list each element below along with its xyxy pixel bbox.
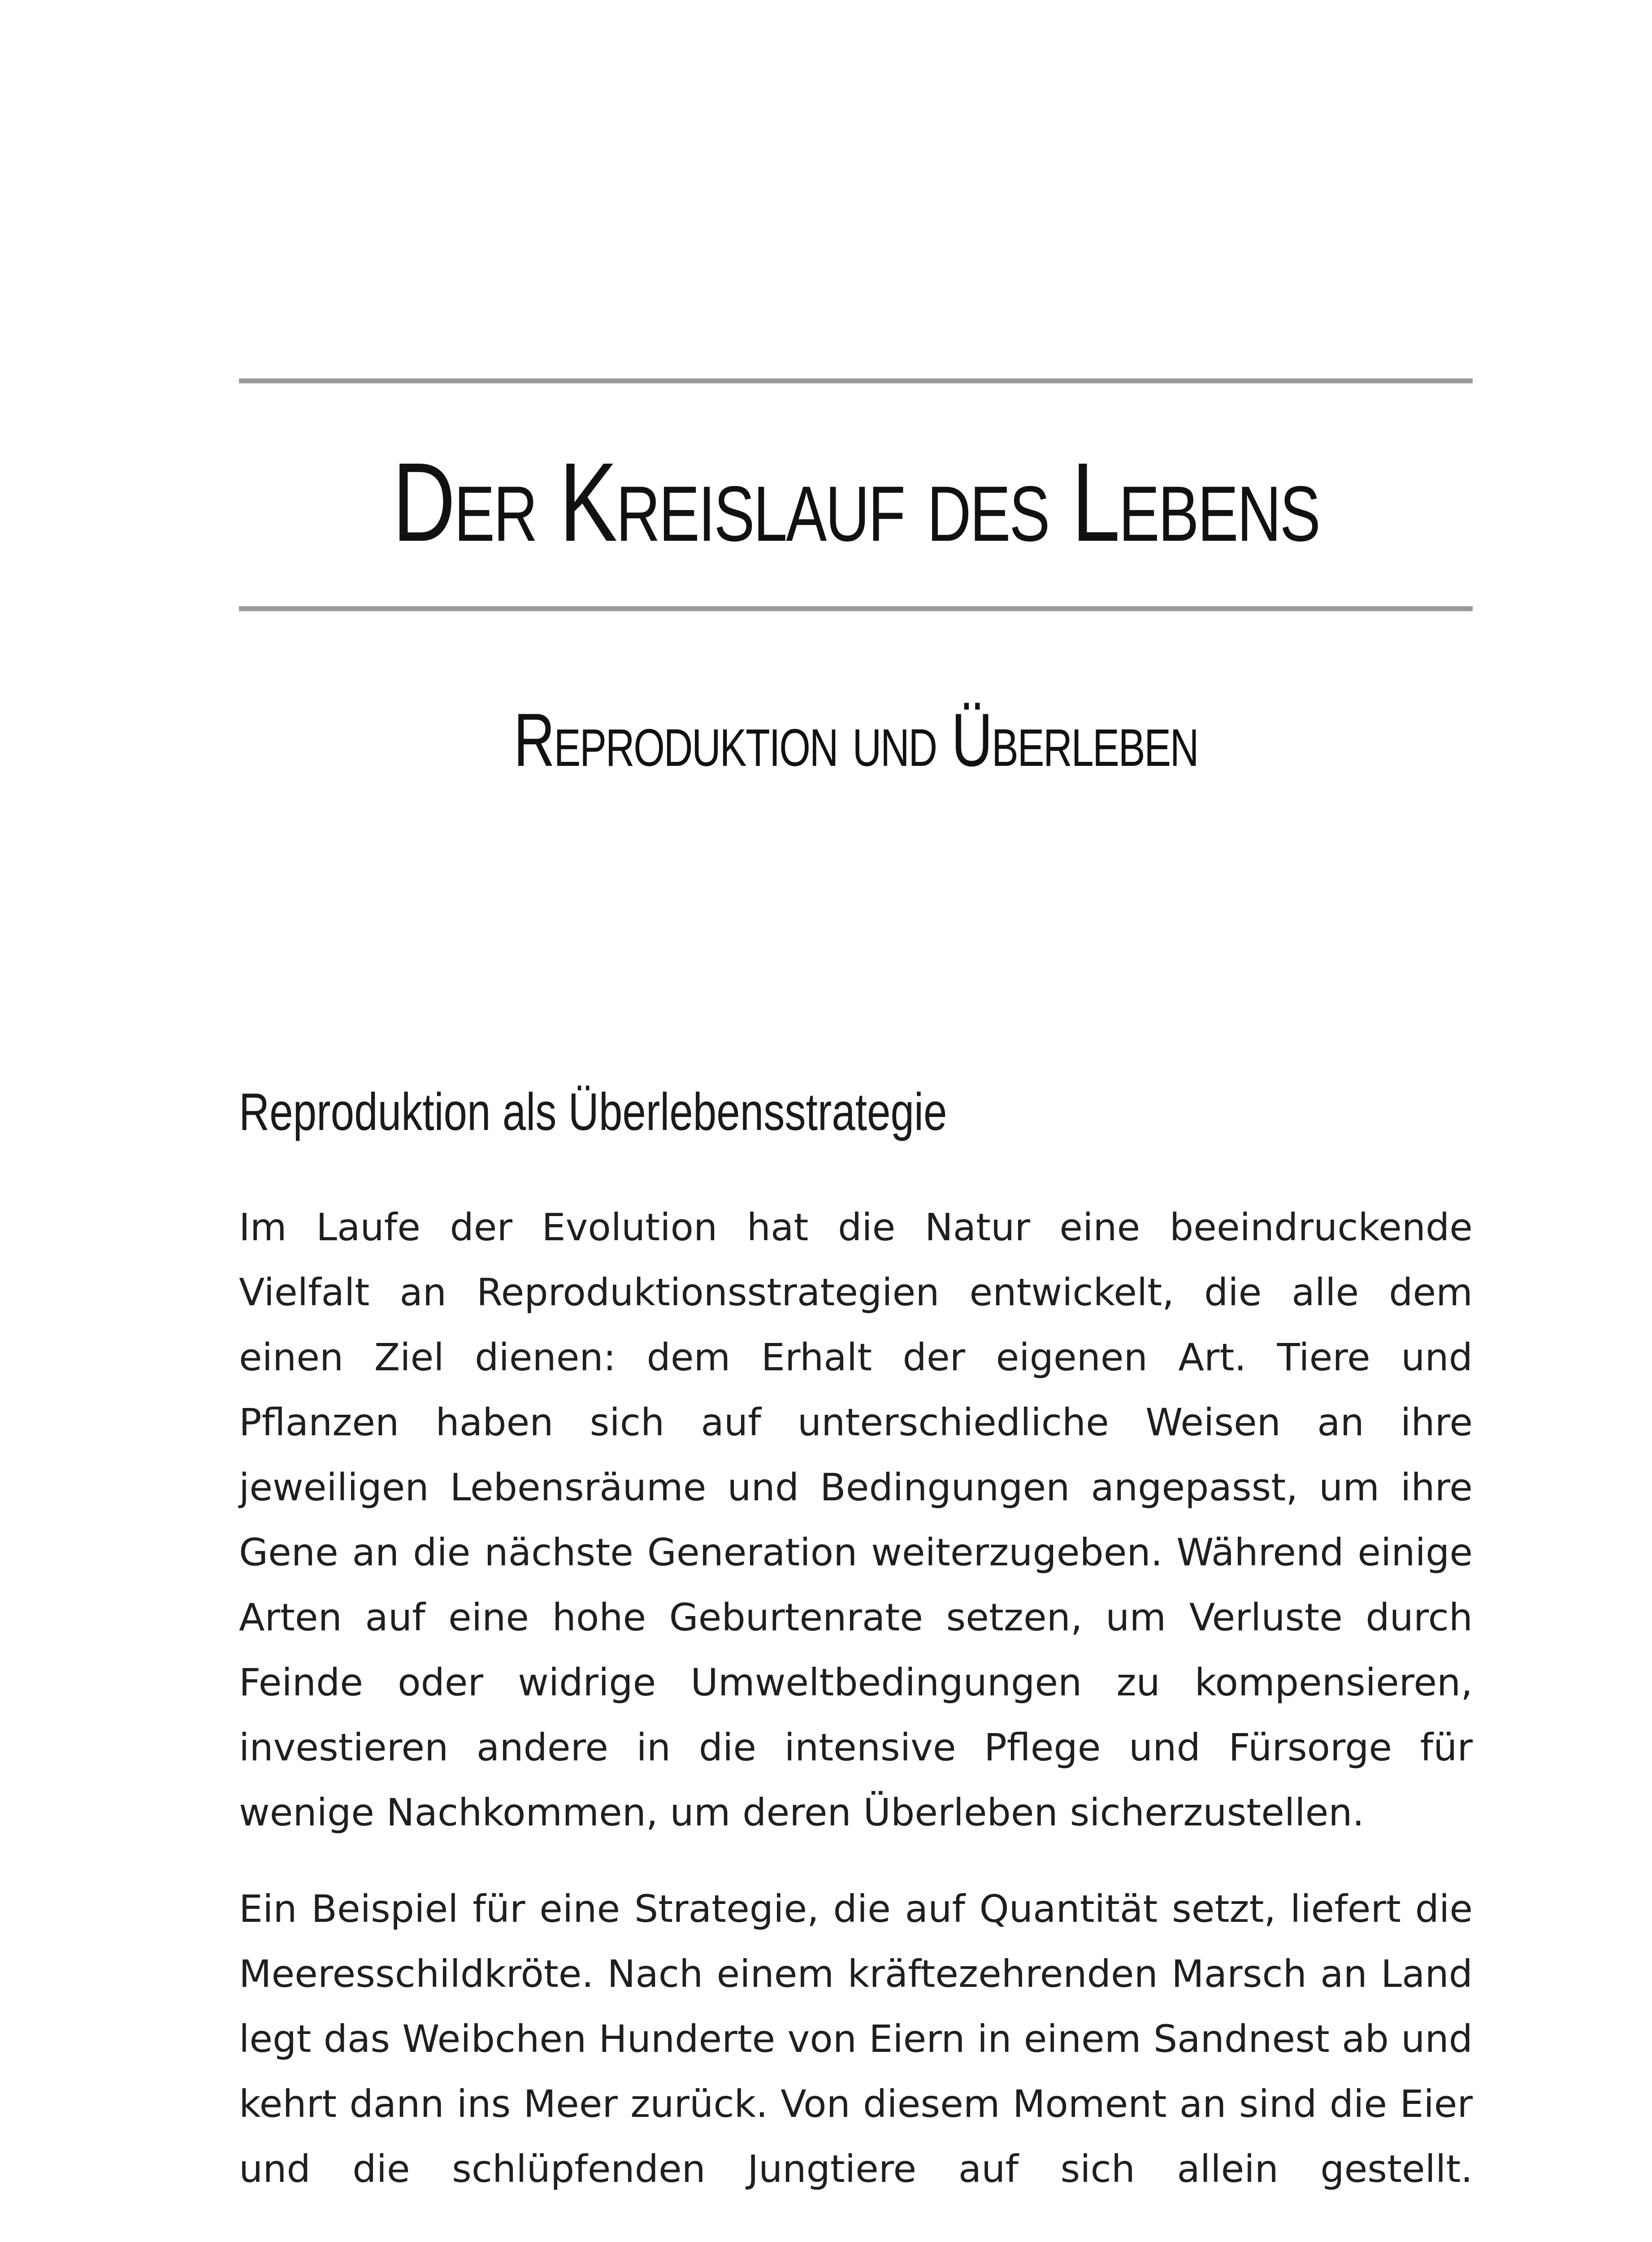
section-heading: Reproduktion als Überlebensstrategie bbox=[239, 1082, 947, 1142]
chapter-subtitle: Reproduktion und Überleben bbox=[513, 698, 1198, 782]
body-paragraph: Ein Beispiel für eine Strategie, die auf Quantität setzt, liefert die Meeresschildkröte. Nach einem kräftezehrenden Marsch an Land legt das Weibchen Hunderte von Eiern in einem Sandnest ab und kehrt dann ins Meer zurück. Von diesem Moment an sind die Eier und die schlüpfenden Jungtiere auf sich allein gestellt. bbox=[239, 1887, 1473, 2191]
body-paragraph: Im Laufe der Evolution hat die Natur eine beeindruckende Vielfalt an Reproduktionsstrategien entwickelt, die alle dem einen Ziel dienen: dem Erhalt der eigenen Art. Tiere und Pflanzen haben sich auf unterschiedliche Weisen an ihre jeweiligen Lebensräume und Bedingungen angepasst, um ihre Gene an die nächste Generation weiterzugeben. Während einige Arten auf eine hohe Geburtenrate setzen, um Verluste durch Feinde oder widrige Umweltbedingungen zu kompensieren, investieren andere in die intensive Pflege und Fürsorge für wenige Nachkommen, um deren Überleben sicherzustellen. bbox=[239, 1205, 1473, 1834]
chapter-rule-bottom bbox=[239, 606, 1473, 611]
chapter-rule-top bbox=[239, 378, 1473, 383]
chapter-title: Der Kreislauf des Lebens bbox=[392, 439, 1319, 565]
